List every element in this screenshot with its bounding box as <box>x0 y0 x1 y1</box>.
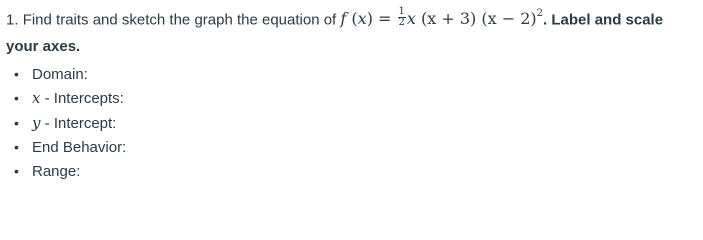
bullet-icon: • <box>14 66 19 82</box>
bullet-icon: • <box>14 90 19 107</box>
list-item-x-intercepts <box>14 86 126 110</box>
equation-equals: = <box>378 9 392 29</box>
equation-factor-1: (x + 3) <box>421 9 477 29</box>
list-item-domain <box>14 62 126 86</box>
trait-label: Domain: <box>32 66 88 83</box>
question-line-1 <box>6 2 696 33</box>
list-item-end-behavior <box>14 135 126 159</box>
equation-exponent: 2 <box>536 8 544 19</box>
bullet-icon: • <box>14 138 19 155</box>
traits-list <box>14 62 126 183</box>
trait-label: Range: <box>32 163 81 181</box>
fraction-numerator: 1 <box>398 6 405 18</box>
instruction-part-1: . Label and scale <box>543 11 664 29</box>
question-number: 1. <box>6 11 19 29</box>
equation-fraction <box>398 7 406 28</box>
equation-factor-2: (x − 2) <box>481 9 537 29</box>
trait-label: End Behavior: <box>32 138 127 156</box>
trait-variable: x <box>32 89 41 108</box>
list-item-y-intercept <box>14 111 126 135</box>
trait-variable: y <box>32 113 41 132</box>
equation-variable: x <box>357 9 367 29</box>
instruction-part-2: your axes. <box>6 38 81 56</box>
equation-function: f <box>340 9 347 29</box>
bullet-icon: • <box>14 163 19 180</box>
equation-x-term: x <box>406 9 416 29</box>
fraction-denominator: 2 <box>398 17 405 29</box>
question-text <box>6 2 696 60</box>
bullet-icon: • <box>14 114 19 131</box>
trait-label: - Intercept: <box>40 114 117 132</box>
equation: f (x) = $\frac{1}{2}$ x (x + 3) $(x - 2)^2$ <box>340 6 544 29</box>
trait-label: - Intercepts: <box>40 90 124 108</box>
question-intro: Find traits and sketch the graph the equation of <box>22 11 337 29</box>
list-item-range <box>14 159 126 183</box>
